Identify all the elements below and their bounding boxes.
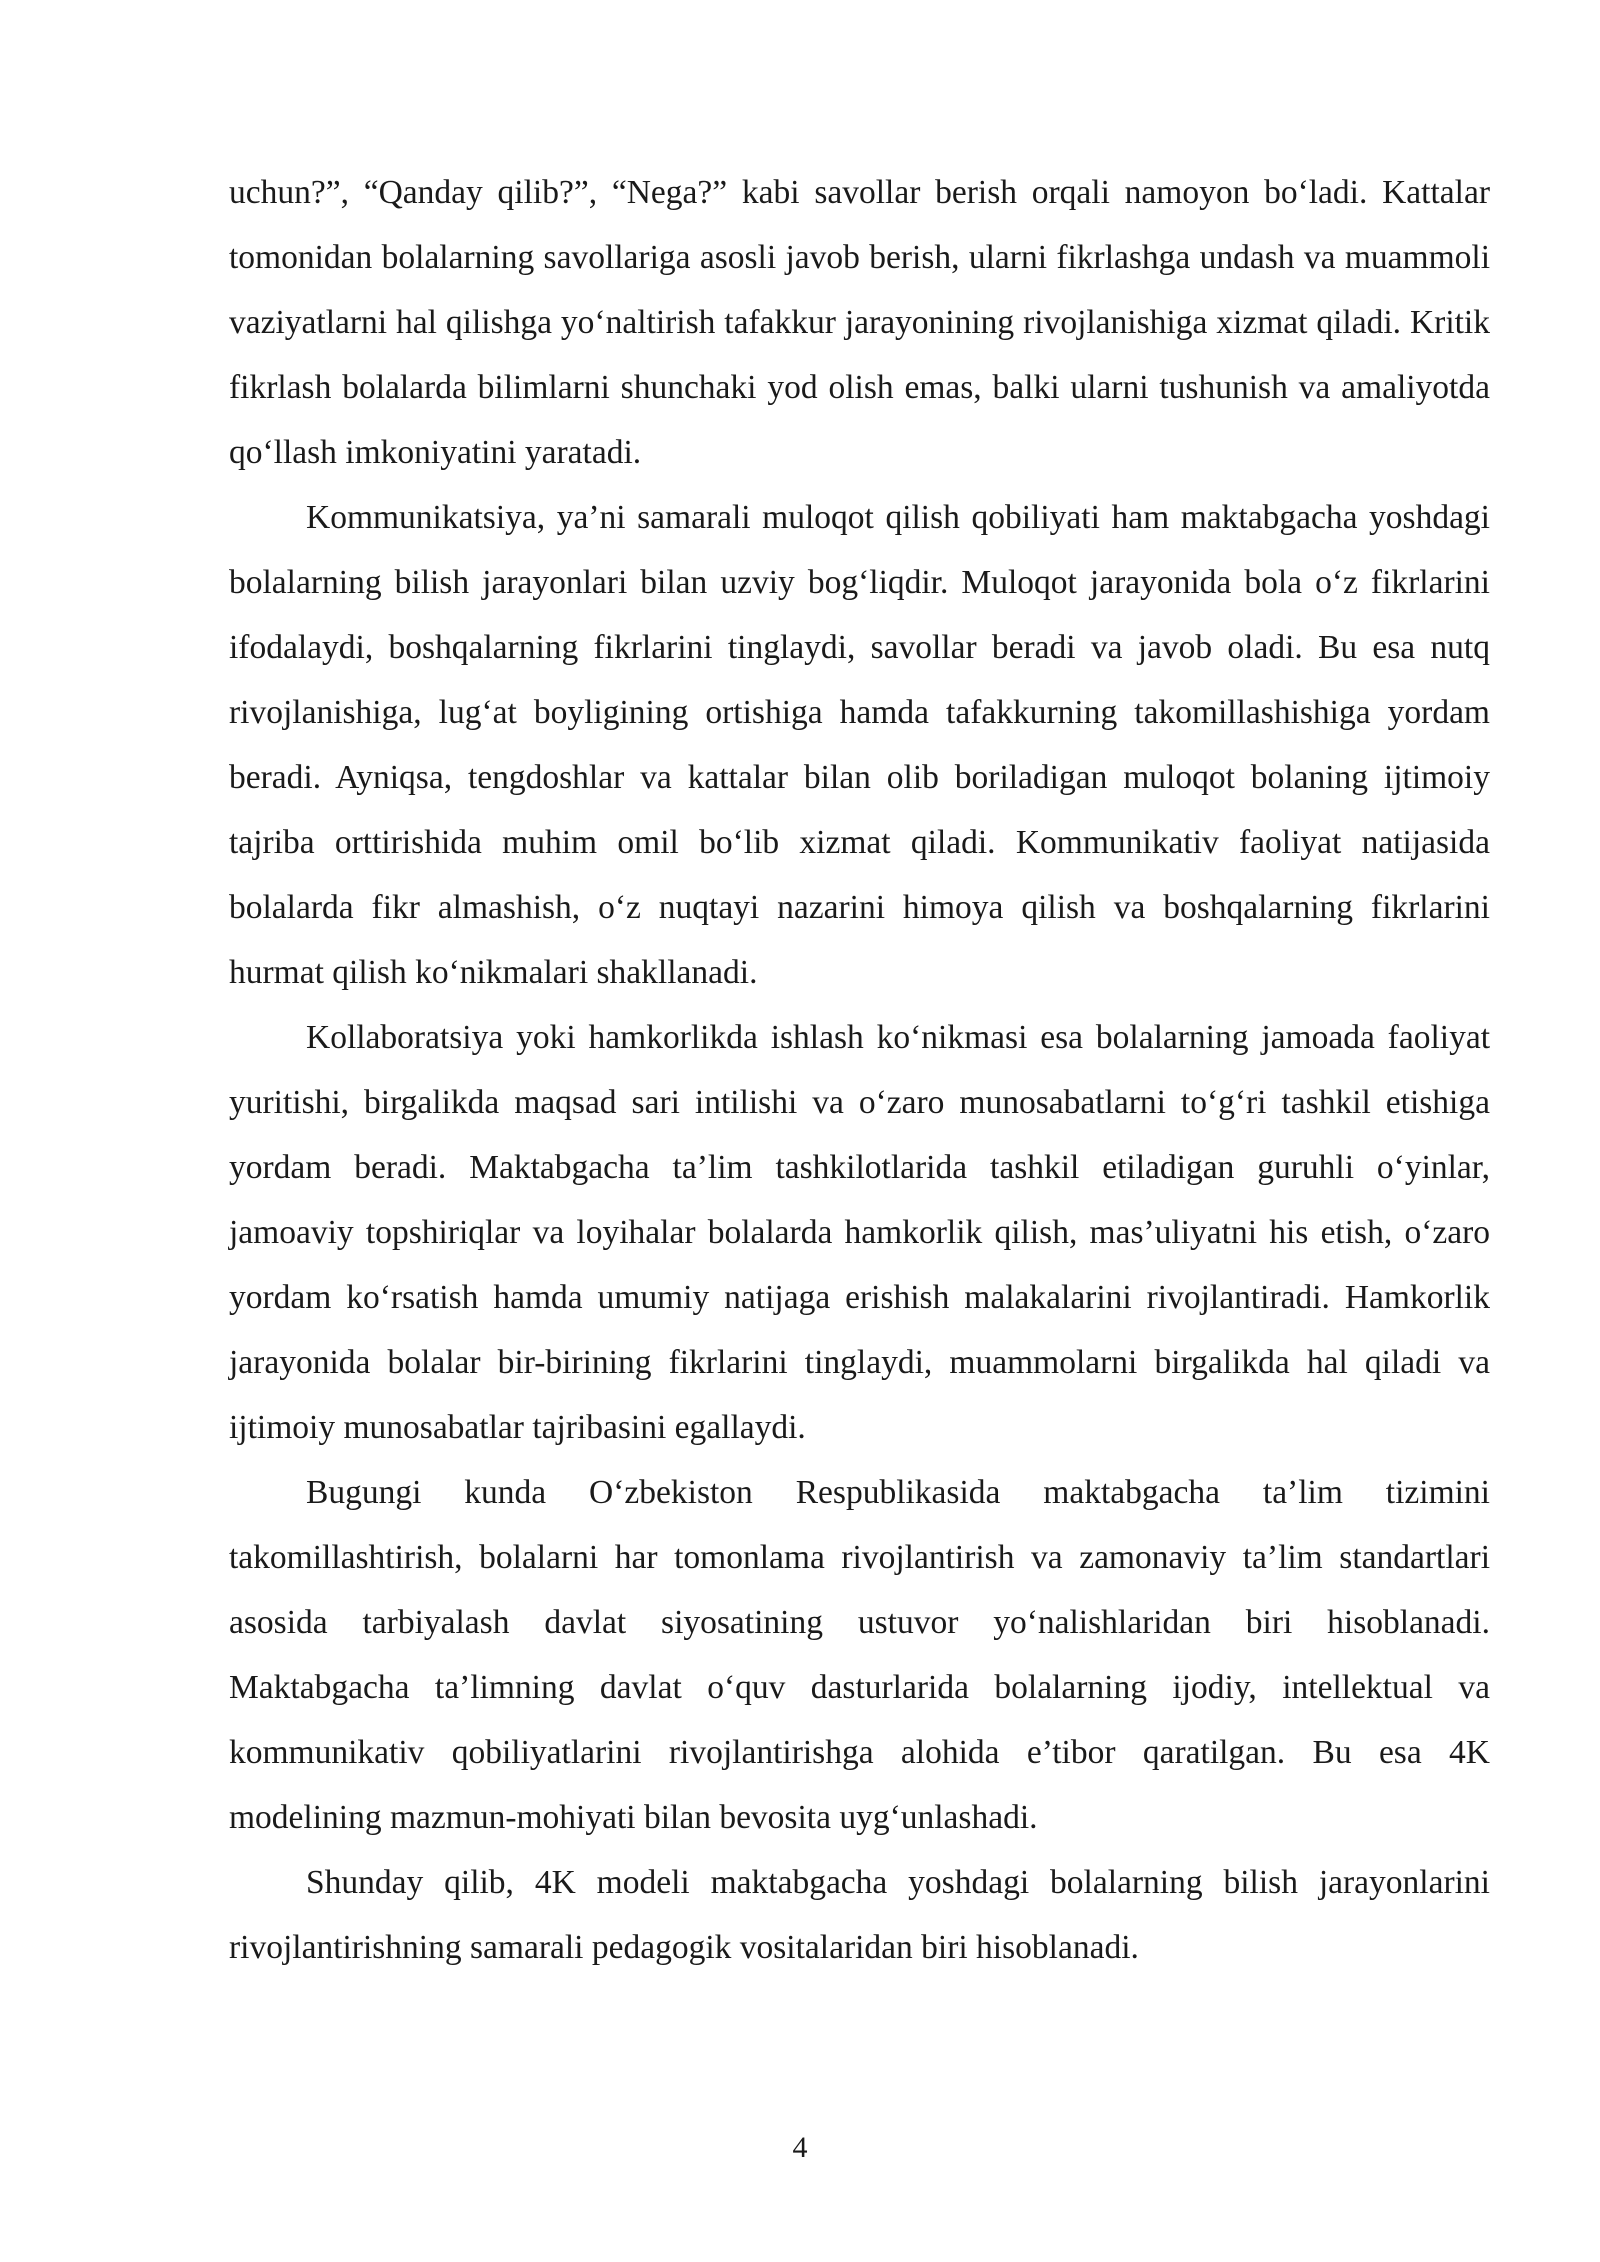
paragraph-communication: Kommunikatsiya, ya’ni samarali muloqot qilish qobiliyati ham maktabgacha yoshdagi bolalarning bilish jarayonlari bilan uzviy bog‘liqdir. Muloqot jarayonida bola o‘z fikrlarini ifodalaydi, boshqalarning fikrlarini tinglaydi, savollar beradi va javob oladi. Bu esa nutq rivojlanishiga, lug‘at boyligining ortishiga hamda tafakkurning takomillashishiga yordam beradi. Ayniqsa, tengdoshlar va kattalar bilan olib boriladigan muloqot bolaning ijtimoiy tajriba orttirishida muhim omil bo‘lib xizmat qiladi. Kommunikativ faoliyat natijasida bolalarda fikr almashish, o‘z nuqtayi nazarini himoya qilish va boshqalarning fikrlarini hurmat qilish ko‘nikmalari shakllanadi. [229, 499, 1490, 991]
body-text [229, 160, 1490, 1980]
page-number: 4 [792, 2131, 808, 2164]
paragraph-continued: uchun?”, “Qanday qilib?”, “Nega?” kabi savollar berish orqali namoyon bo‘ladi. Kattalar tomonidan bolalarning savollariga asosli javob berish, ularni fikrlashga undash va muammoli vaziyatlarni hal qilishga yo‘naltirish tafakkur jarayonining rivojlanishiga xizmat qiladi. Kritik fikrlash bolalarda bilimlarni shunchaki yod olish emas, balki ularni tushunish va amaliyotda qo‘llash imkoniyatini yaratadi. [229, 174, 1490, 471]
paragraph-collaboration: Kollaboratsiya yoki hamkorlikda ishlash ko‘nikmasi esa bolalarning jamoada faoliyat yuritishi, birgalikda maqsad sari intilishi va o‘zaro munosabatlarni to‘g‘ri tashkil etishiga yordam beradi. Maktabgacha ta’lim tashkilotlarida tashkil etiladigan guruhli o‘yinlar, jamoaviy topshiriqlar va loyihalar bolalarda hamkorlik qilish, mas’uliyatni his etish, o‘zaro yordam ko‘rsatish hamda umumiy natijaga erishish malakalarini rivojlantiradi. Hamkorlik jarayonida bolalar bir-birining fikrlarini tinglaydi, muammolarni birgalikda hal qiladi va ijtimoiy munosabatlar tajribasini egallaydi. [229, 1019, 1490, 1446]
paragraph-conclusion: Shunday qilib, 4K modeli maktabgacha yoshdagi bolalarning bilish jarayonlarini rivojlantirishning samarali pedagogik vositalaridan biri hisoblanadi. [229, 1864, 1490, 1966]
paragraph-uzbekistan-policy: Bugungi kunda O‘zbekiston Respublikasida maktabgacha ta’lim tizimini takomillashtirish, bolalarni har tomonlama rivojlantirish va zamonaviy ta’lim standartlari asosida tarbiyalash davlat siyosatining ustuvor yo‘nalishlaridan biri hisoblanadi. Maktabgacha ta’limning davlat o‘quv dasturlarida bolalarning ijodiy, intellektual va kommunikativ qobiliyatlarini rivojlantirishga alohida e’tibor qaratilgan. Bu esa 4K modelining mazmun-mohiyati bilan bevosita uyg‘unlashadi. [229, 1474, 1490, 1836]
